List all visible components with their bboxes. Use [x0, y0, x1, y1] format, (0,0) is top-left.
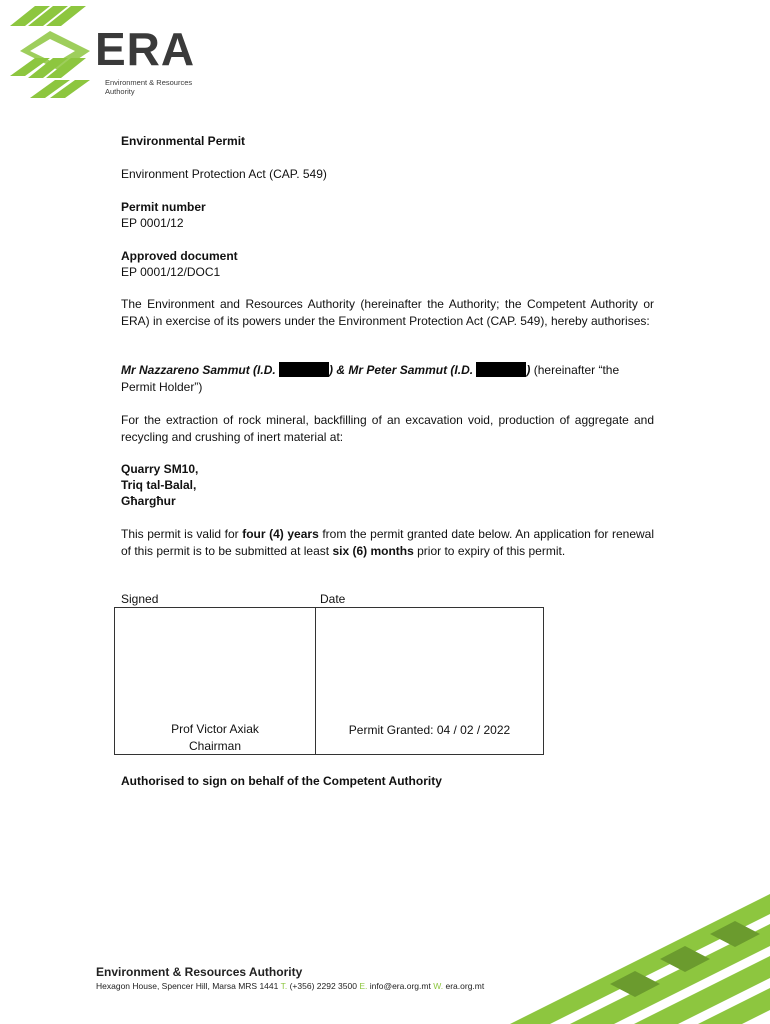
site-line-2: Triq tal-Balal,	[121, 478, 197, 492]
authorised-statement: Authorised to sign on behalf of the Competent Authority	[121, 774, 442, 788]
intro-paragraph: The Environment and Resources Authority (hereinafter the Authority; the Competent Authority or ERA) in exercise of its powers under the Environment Protection Act (CAP. 549), hereby authorises:	[121, 297, 654, 328]
signatory	[115, 721, 315, 754]
era-logo	[10, 6, 210, 98]
footer-email[interactable]: info@era.org.mt	[369, 981, 431, 991]
validity-duration: four (4) years	[242, 527, 319, 541]
holder-name-1: Mr Nazzareno Sammut (I.D.	[121, 363, 276, 377]
redaction-block	[476, 362, 526, 377]
web-label: W.	[433, 981, 444, 991]
permit-number: EP 0001/12	[121, 216, 184, 230]
era-logo-stripes-icon	[10, 6, 100, 98]
signatory-name: Prof Victor Axiak	[171, 722, 259, 736]
holder-name-close: )	[526, 363, 531, 377]
document-title: Environmental Permit	[121, 134, 246, 148]
footer-title: Environment & Resources Authority	[96, 965, 303, 979]
signatory-role: Chairman	[188, 738, 242, 753]
permit-number-label: Permit number	[121, 200, 206, 214]
logo-subtitle-line2: Authority	[105, 87, 135, 96]
holder-name-2: ) & Mr Peter Sammut (I.D.	[329, 363, 474, 377]
site-line-1: Quarry SM10,	[121, 462, 199, 476]
purpose-paragraph: For the extraction of rock mineral, backfilling of an excavation void, production of aggregate and recycling and crushing of inert material at:	[121, 413, 654, 444]
date-label: Date	[320, 592, 346, 606]
signature-cell	[115, 608, 316, 754]
approved-document: EP 0001/12/DOC1	[121, 265, 221, 279]
holder-suffix: (hereinafter “the Permit Holder”)	[121, 363, 620, 394]
phone-label: T.	[280, 981, 288, 991]
site-line-3: Għargħur	[121, 494, 176, 508]
logo-subtitle	[105, 78, 192, 96]
footer-contact	[96, 981, 484, 991]
renewal-notice: six (6) months	[332, 543, 414, 558]
granted-date: Permit Granted: 04 / 02 / 2022	[348, 722, 511, 737]
validity-text-a: This permit is valid for	[121, 527, 243, 541]
footer-address: Hexagon House, Spencer Hill, Marsa MRS 1441	[96, 981, 279, 991]
signature-table	[114, 607, 544, 755]
validity-text-c: from the permit granted date below. An application for renewal of this permit is to be submitted at least	[121, 527, 655, 558]
validity-paragraph	[121, 526, 654, 559]
date-cell	[316, 608, 543, 754]
footer-phone: (+356) 2292 3500	[289, 981, 357, 991]
logo-subtitle-line1: Environment & Resources	[105, 78, 193, 87]
act-reference: Environment Protection Act (CAP. 549)	[121, 167, 327, 181]
footer-web[interactable]: era.org.mt	[445, 981, 485, 991]
signed-label: Signed	[121, 592, 159, 606]
footer-stripes-icon	[510, 884, 770, 1024]
permit-holder-paragraph	[121, 362, 654, 395]
logo-wordmark: ERA	[95, 23, 196, 75]
validity-text-e: prior to expiry of this permit.	[413, 543, 566, 558]
approved-document-label: Approved document	[121, 249, 238, 263]
redaction-block	[279, 362, 329, 377]
email-label: E.	[359, 981, 368, 991]
